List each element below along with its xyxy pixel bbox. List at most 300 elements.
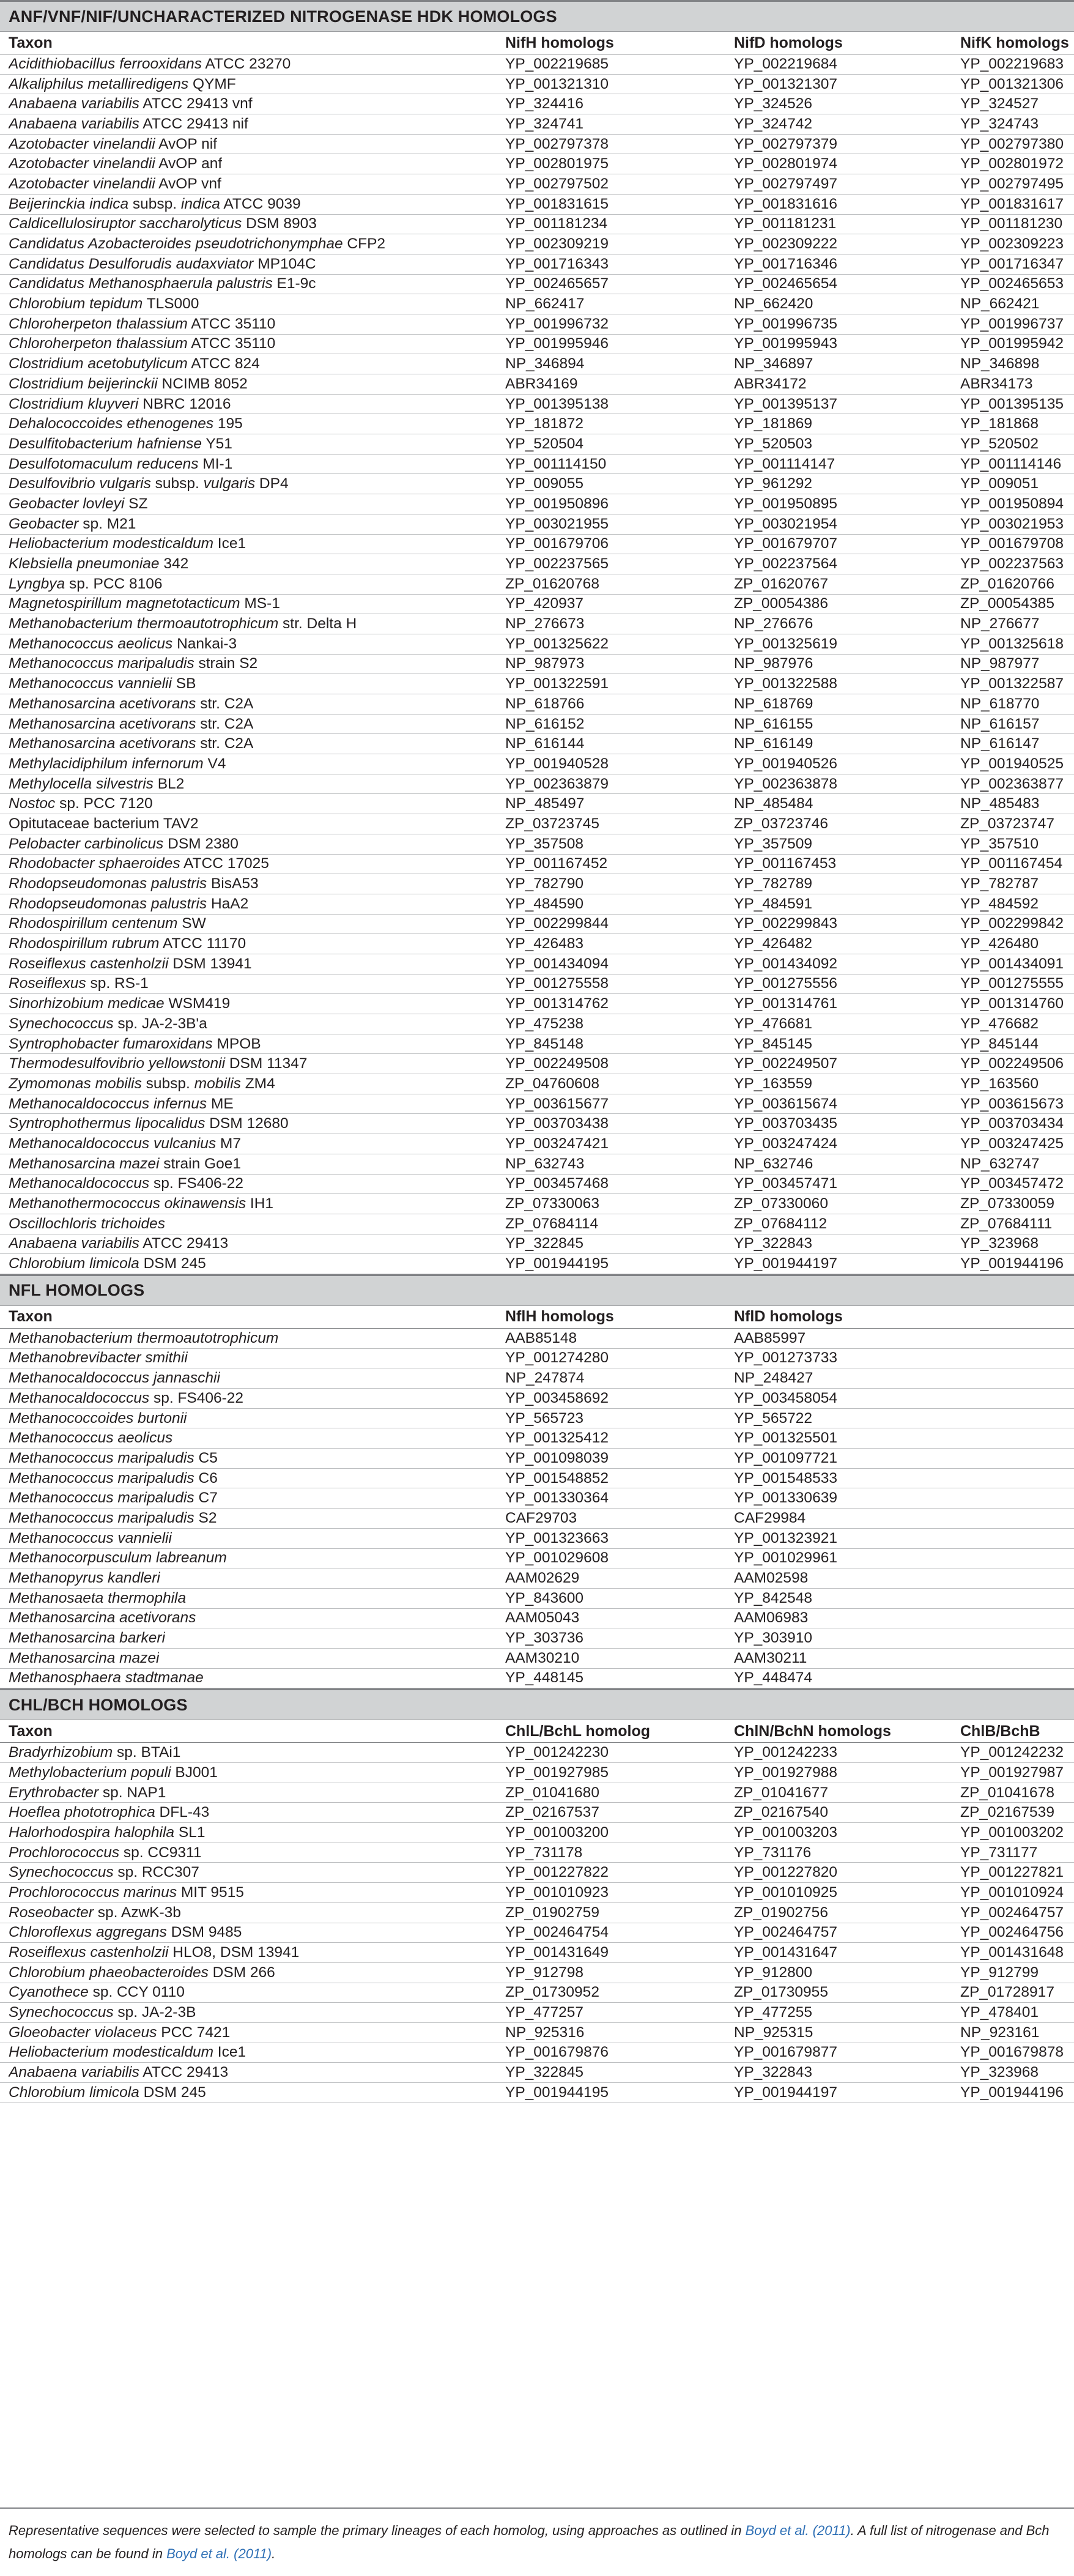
taxon-species-name: Methanocaldococcus	[9, 1175, 150, 1192]
taxon-strain: Opitutaceae bacterium TAV2	[9, 815, 199, 832]
accession-cell: AAB85148	[505, 1329, 577, 1346]
accession-cell: YP_002299842	[960, 915, 1064, 932]
taxon-species-name: Clostridium kluyveri	[9, 395, 139, 412]
accession-cell: YP_001679878	[960, 2044, 1064, 2061]
accession-cell: ZP_07684111	[960, 1215, 1053, 1232]
accession-cell: YP_001679708	[960, 535, 1064, 552]
taxon-cell	[9, 1884, 244, 1901]
table-row	[0, 1214, 1074, 1234]
accession-cell: YP_845148	[505, 1035, 584, 1052]
table-row	[0, 1669, 1074, 1689]
accession-cell: YP_484590	[505, 895, 584, 912]
taxon-cell	[9, 636, 237, 653]
accession-cell: YP_001029608	[505, 1550, 609, 1567]
taxon-species-name: Rhodospirillum centenum	[9, 915, 178, 932]
accession-cell: YP_003021955	[505, 515, 609, 532]
table-row	[0, 1923, 1074, 1943]
taxon-cell	[9, 975, 149, 992]
accession-cell: ZP_02167540	[734, 1804, 828, 1821]
table-row	[0, 1509, 1074, 1529]
table-row	[0, 1803, 1074, 1823]
taxon-strain: Ice1	[213, 535, 246, 552]
taxon-cell	[9, 1609, 196, 1627]
taxon-strain: sp. FS406-22	[149, 1175, 244, 1192]
accession-cell: ZP_01902759	[505, 1904, 599, 1921]
accession-cell: YP_001716343	[505, 255, 609, 272]
accession-cell: NP_923161	[960, 2024, 1040, 2041]
taxon-strain: DP4	[255, 475, 289, 492]
taxon-strain: 195	[213, 415, 243, 432]
table-row	[0, 535, 1074, 555]
taxon-species-name: Zymomonas mobilis	[9, 1075, 142, 1092]
taxon-species-name: Oscillochloris trichoides	[9, 1215, 165, 1232]
accession-cell: YP_484592	[960, 895, 1039, 912]
taxon-species-name: Syntrophobacter fumaroxidans	[9, 1035, 213, 1052]
taxon-species-name: Methanococcoides burtonii	[9, 1409, 187, 1427]
taxon-strain: sp. FS406-22	[149, 1389, 244, 1406]
accession-cell: YP_001679706	[505, 535, 609, 552]
accession-cell: YP_001434091	[960, 955, 1064, 972]
accession-cell: YP_303910	[734, 1630, 813, 1647]
taxon-strain: ATCC 29413	[139, 1235, 229, 1252]
taxon-cell	[9, 855, 269, 872]
accession-cell: YP_001010924	[960, 1884, 1064, 1901]
taxon-strain: sp. PCC 8106	[65, 575, 163, 592]
accession-cell: ABR34172	[734, 375, 807, 392]
taxon-strain: str. C2A	[196, 735, 254, 752]
table-row	[0, 1469, 1074, 1489]
taxon-species-name: Anabaena variabilis	[9, 2064, 139, 2081]
taxon-species-name: Methanosarcina acetivorans	[9, 695, 196, 712]
accession-cell: NP_618770	[960, 695, 1040, 712]
taxon-species-name: vulgaris	[203, 475, 256, 492]
table-row	[0, 814, 1074, 834]
taxon-strain: E1-9c	[272, 275, 316, 292]
accession-cell: YP_782790	[505, 875, 584, 893]
column-header: NifK homologs	[960, 34, 1069, 51]
accession-cell: YP_002219683	[960, 55, 1064, 72]
taxon-strain: sp. CC9311	[119, 1844, 202, 1861]
table-row	[0, 434, 1074, 455]
taxon-cell	[9, 1630, 165, 1647]
taxon-strain: V4	[203, 755, 226, 772]
taxon-strain: subsp.	[128, 195, 181, 212]
accession-cell: YP_001242232	[960, 1744, 1064, 1761]
taxon-cell	[9, 615, 357, 633]
accession-cell: YP_322843	[734, 2064, 813, 2081]
accession-cell: YP_003021954	[734, 515, 837, 532]
table-row	[0, 354, 1074, 374]
taxon-strain: sp. AzwK-3b	[93, 1904, 181, 1921]
accession-cell: YP_001275558	[505, 975, 609, 992]
table-row	[0, 1054, 1074, 1074]
taxon-strain: C7	[194, 1490, 218, 1507]
accession-cell: YP_009055	[505, 475, 584, 492]
accession-cell: YP_001181231	[734, 215, 837, 232]
accession-cell: YP_001010925	[734, 1884, 837, 1901]
accession-cell: YP_477255	[734, 2004, 813, 2021]
accession-cell: YP_002363878	[734, 775, 837, 792]
taxon-strain: DSM 8903	[242, 215, 317, 232]
accession-cell: YP_001242233	[734, 1744, 837, 1761]
accession-cell: YP_002465654	[734, 275, 837, 292]
table-row	[0, 1428, 1074, 1449]
taxon-species-name: Desulfotomaculum reducens	[9, 455, 199, 472]
accession-cell: YP_003021953	[960, 515, 1064, 532]
taxon-strain: str. C2A	[196, 695, 254, 712]
accession-cell: NP_662420	[734, 295, 813, 313]
taxon-species-name: Methanococcus vannielii	[9, 675, 172, 692]
accession-cell: NP_248427	[734, 1370, 813, 1387]
taxon-species-name: Anabaena variabilis	[9, 115, 139, 132]
taxon-strain: DSM 245	[139, 1255, 206, 1272]
table-row	[0, 1409, 1074, 1429]
accession-cell: YP_001548533	[734, 1469, 837, 1487]
accession-cell: ZP_00054386	[734, 595, 828, 612]
accession-cell: YP_001003202	[960, 1824, 1064, 1841]
table-row	[0, 135, 1074, 155]
accession-cell: YP_324526	[734, 95, 813, 113]
taxon-species-name: Methanococcus maripaludis	[9, 1509, 194, 1526]
footnote-ref-1[interactable]: Boyd et al. (2011)	[745, 2523, 851, 2538]
taxon-cell	[9, 1669, 204, 1687]
table-row	[0, 494, 1074, 514]
taxon-cell	[9, 475, 289, 492]
section-header: NFL HOMOLOGS	[0, 1274, 1074, 1306]
accession-cell: YP_001395135	[960, 395, 1064, 412]
taxon-cell	[9, 1904, 181, 1921]
taxon-strain: PCC 7421	[157, 2024, 231, 2041]
accession-cell: YP_001940528	[505, 755, 609, 772]
accession-cell: YP_001322587	[960, 675, 1064, 692]
table-row	[0, 1234, 1074, 1255]
taxon-species-name: Caldicellulosiruptor saccharolyticus	[9, 215, 242, 232]
taxon-species-name: indica	[180, 195, 220, 212]
accession-cell: YP_001330639	[734, 1490, 837, 1507]
accession-cell: YP_001242230	[505, 1744, 609, 1761]
accession-cell: YP_426480	[960, 935, 1039, 952]
table-row	[0, 1963, 1074, 1983]
footnote-ref-2[interactable]: Boyd et al. (2011)	[166, 2546, 272, 2561]
accession-cell: YP_912799	[960, 1964, 1039, 1981]
accession-cell: YP_002797380	[960, 135, 1064, 152]
taxon-strain: ATCC 23270	[201, 55, 291, 72]
accession-cell: YP_002219685	[505, 55, 609, 72]
taxon-cell	[9, 1550, 227, 1567]
accession-cell: ZP_02167537	[505, 1804, 599, 1821]
table-row	[0, 154, 1074, 174]
taxon-strain: DSM 2380	[163, 835, 239, 852]
table-row	[0, 1034, 1074, 1055]
accession-cell: YP_731176	[734, 1844, 812, 1861]
taxon-strain: str. Delta H	[278, 615, 357, 633]
accession-cell: YP_324741	[505, 115, 584, 132]
taxon-species-name: Methanococcus maripaludis	[9, 1490, 194, 1507]
accession-cell: NP_346897	[734, 355, 813, 373]
table-row	[0, 954, 1074, 974]
accession-cell: YP_323968	[960, 2064, 1039, 2081]
taxon-cell	[9, 1590, 186, 1607]
taxon-species-name: Methanothermococcus okinawensis	[9, 1195, 246, 1212]
taxon-species-name: Methanobrevibacter smithii	[9, 1349, 188, 1367]
accession-cell: YP_002249507	[734, 1055, 837, 1072]
table-row	[0, 314, 1074, 335]
taxon-species-name: Methanococcus vannielii	[9, 1529, 172, 1546]
accession-cell: YP_001321310	[505, 75, 609, 92]
table-row	[0, 874, 1074, 894]
table-row	[0, 754, 1074, 774]
accession-cell: YP_002464757	[734, 1924, 837, 1941]
accession-cell: YP_565722	[734, 1409, 813, 1427]
taxon-cell	[9, 875, 259, 893]
taxon-strain: AvOP anf	[155, 155, 223, 173]
taxon-species-name: Rhodospirillum rubrum	[9, 935, 160, 952]
accession-cell: YP_001227822	[505, 1864, 609, 1881]
accession-cell: NP_616147	[960, 735, 1040, 752]
taxon-cell	[9, 1964, 275, 1981]
table-row	[0, 114, 1074, 135]
taxon-cell	[9, 696, 253, 713]
accession-cell: YP_001944196	[960, 1255, 1064, 1272]
accession-cell: YP_001114146	[960, 455, 1062, 472]
table-row	[0, 1389, 1074, 1409]
taxon-cell	[9, 1195, 273, 1212]
table-row	[0, 1903, 1074, 1923]
accession-cell: AAM30211	[734, 1649, 807, 1666]
table-row	[0, 374, 1074, 395]
taxon-species-name: Desulfovibrio vulgaris	[9, 475, 151, 492]
accession-cell: YP_001716347	[960, 255, 1064, 272]
accession-cell: YP_001995942	[960, 335, 1064, 352]
table-row	[0, 974, 1074, 995]
taxon-strain: SW	[177, 915, 206, 932]
accession-cell: ZP_01730955	[734, 1984, 828, 2001]
taxon-cell	[9, 1235, 228, 1252]
accession-cell: YP_001548852	[505, 1469, 609, 1487]
taxon-cell	[9, 1824, 205, 1841]
taxon-cell	[9, 1924, 242, 1941]
accession-cell: YP_001716346	[734, 255, 837, 272]
table-row	[0, 1449, 1074, 1469]
taxon-species-name: Roseiflexus	[9, 975, 86, 992]
taxon-strain: sp. JA-2-3B'a	[113, 1015, 207, 1032]
accession-cell: YP_181868	[960, 415, 1039, 432]
accession-cell: YP_323968	[960, 1235, 1039, 1252]
accession-cell: YP_001181234	[505, 215, 608, 232]
taxon-species-name: Rhodopseudomonas palustris	[9, 895, 207, 912]
accession-cell: YP_001995946	[505, 335, 609, 352]
accession-cell: YP_001325618	[960, 635, 1064, 652]
taxon-strain: DSM 245	[139, 2084, 206, 2101]
accession-cell: YP_002797495	[960, 175, 1064, 192]
accession-cell: AAB85997	[734, 1329, 806, 1346]
accession-cell: YP_163560	[960, 1075, 1039, 1092]
accession-cell: YP_001029961	[734, 1550, 837, 1567]
accession-cell: YP_002464757	[960, 1904, 1064, 1921]
accession-cell: ZP_01041677	[734, 1784, 828, 1801]
accession-cell: YP_001167454	[960, 855, 1063, 872]
taxon-cell	[9, 1410, 187, 1427]
taxon-species-name: Desulfitobacterium hafniense	[9, 435, 202, 452]
taxon-species-name: Methanosarcina acetivorans	[9, 1609, 196, 1627]
accession-cell: YP_476682	[960, 1015, 1039, 1032]
taxon-species-name: Geobacter lovleyi	[9, 495, 125, 512]
table-row	[0, 614, 1074, 634]
accession-cell: YP_001314761	[734, 995, 837, 1012]
taxon-species-name: mobilis	[194, 1075, 241, 1092]
accession-cell: YP_001322591	[505, 675, 609, 692]
taxon-cell	[9, 1390, 243, 1407]
taxon-cell	[9, 436, 232, 453]
taxon-strain: NBRC 12016	[138, 395, 231, 412]
taxon-cell	[9, 1075, 275, 1093]
table-row	[0, 1743, 1074, 1763]
taxon-cell	[9, 196, 301, 213]
accession-cell: YP_357508	[505, 835, 584, 852]
accession-cell: NP_485483	[960, 795, 1040, 812]
accession-cell: YP_001831616	[734, 195, 837, 212]
table-row	[0, 674, 1074, 694]
accession-cell: YP_003703434	[960, 1115, 1064, 1132]
table-row	[0, 554, 1074, 574]
accession-cell: AAM05043	[505, 1609, 580, 1627]
taxon-species-name: Methylobacterium populi	[9, 1764, 171, 1781]
table-row	[0, 1154, 1074, 1175]
accession-cell: YP_002801975	[505, 155, 609, 173]
taxon-strain: SZ	[124, 495, 148, 512]
table-row	[0, 1649, 1074, 1669]
taxon-strain: SB	[171, 675, 196, 692]
column-header: Taxon	[9, 34, 53, 51]
accession-cell: NP_346898	[960, 355, 1040, 373]
accession-cell: YP_001679877	[734, 2044, 837, 2061]
table-row	[0, 1943, 1074, 1963]
taxon-cell	[9, 1135, 241, 1153]
taxon-cell	[9, 176, 221, 193]
taxon-cell	[9, 1096, 234, 1113]
accession-cell: YP_181872	[505, 415, 584, 432]
accession-cell: ZP_01902756	[734, 1904, 828, 1921]
table-row	[0, 1349, 1074, 1369]
accession-cell: ZP_04760608	[505, 1075, 599, 1092]
taxon-species-name: Clostridium beijerinckii	[9, 375, 158, 392]
taxon-species-name: Synechococcus	[9, 2004, 114, 2021]
taxon-cell	[9, 1115, 289, 1132]
taxon-species-name: Pelobacter carbinolicus	[9, 835, 164, 852]
table-row	[0, 1194, 1074, 1214]
accession-cell: YP_001940526	[734, 755, 837, 772]
taxon-cell	[9, 95, 253, 113]
accession-cell: NP_662421	[960, 295, 1040, 313]
column-header-row	[0, 1306, 1074, 1329]
accession-cell: YP_002797378	[505, 135, 609, 152]
taxon-strain: sp. JA-2-3B	[113, 2004, 196, 2021]
accession-cell: YP_003615674	[734, 1095, 837, 1112]
accession-cell: NP_276677	[960, 615, 1040, 633]
accession-cell: ZP_01041680	[505, 1784, 599, 1801]
taxon-species-name: Methanobacterium thermoautotrophicum	[9, 1329, 279, 1346]
accession-cell: YP_002309222	[734, 236, 837, 253]
column-header: NflH homologs	[505, 1308, 614, 1326]
accession-cell: NP_632747	[960, 1155, 1040, 1172]
accession-cell: YP_003703435	[734, 1115, 837, 1132]
accession-cell: NP_632746	[734, 1155, 813, 1172]
accession-cell: YP_322845	[505, 1235, 584, 1252]
taxon-strain: IH1	[246, 1195, 274, 1212]
taxon-strain: DFL-43	[155, 1804, 210, 1821]
taxon-cell	[9, 516, 136, 533]
taxon-strain: Y51	[201, 435, 232, 452]
taxon-cell	[9, 116, 248, 133]
accession-cell: YP_001167452	[505, 855, 608, 872]
accession-cell: YP_002237564	[734, 555, 837, 573]
accession-cell: NP_616155	[734, 715, 813, 732]
table-row	[0, 174, 1074, 195]
taxon-cell	[9, 355, 260, 373]
taxon-species-name: Halorhodospira halophila	[9, 1824, 175, 1841]
accession-cell: YP_001927987	[960, 1764, 1064, 1781]
taxon-species-name: Roseiflexus castenholzii	[9, 955, 169, 972]
table-row	[0, 215, 1074, 235]
taxon-cell	[9, 1764, 218, 1781]
accession-cell: ZP_01620766	[960, 575, 1054, 592]
taxon-species-name: Klebsiella pneumoniae	[9, 555, 160, 573]
accession-cell: ZP_07330060	[734, 1195, 828, 1212]
accession-cell: YP_001330364	[505, 1490, 609, 1507]
taxon-species-name: Methanosarcina acetivorans	[9, 715, 196, 732]
table-row	[0, 1175, 1074, 1195]
taxon-species-name: Clostridium acetobutylicum	[9, 355, 188, 373]
taxon-cell	[9, 1470, 218, 1487]
taxon-cell	[9, 335, 275, 352]
taxon-species-name: Heliobacterium modesticaldum	[9, 535, 213, 552]
accession-cell: YP_001273733	[734, 1349, 837, 1367]
table-row	[0, 1783, 1074, 1803]
accession-cell: YP_001996737	[960, 315, 1064, 332]
taxon-species-name: Methanococcus maripaludis	[9, 655, 194, 672]
table-row	[0, 1863, 1074, 1883]
table-row	[0, 1568, 1074, 1589]
accession-cell: ZP_02167539	[960, 1804, 1054, 1821]
accession-cell: YP_001679707	[734, 535, 837, 552]
taxon-strain: strain Goe1	[159, 1155, 241, 1172]
accession-cell: YP_565723	[505, 1409, 584, 1427]
accession-cell: YP_002219684	[734, 55, 837, 72]
taxon-cell	[9, 1570, 160, 1587]
taxon-strain: MI-1	[198, 455, 233, 472]
taxon-species-name: Candidatus Azobacteroides pseudotrichonymphae	[9, 236, 343, 253]
taxon-species-name: Prochlorococcus	[9, 1844, 120, 1861]
accession-cell: YP_520503	[734, 435, 813, 452]
taxon-strain: Nankai-3	[172, 635, 237, 652]
accession-cell: YP_003615677	[505, 1095, 609, 1112]
accession-cell: YP_303736	[505, 1630, 584, 1647]
accession-cell: YP_843600	[505, 1589, 584, 1606]
accession-cell: YP_731178	[505, 1844, 583, 1861]
table-row	[0, 75, 1074, 95]
accession-cell: ZP_07330063	[505, 1195, 599, 1212]
accession-cell: YP_002797497	[734, 175, 837, 192]
taxon-species-name: Prochlorococcus marinus	[9, 1884, 177, 1901]
accession-cell: ZP_01728917	[960, 1984, 1054, 2001]
taxon-cell	[9, 1530, 172, 1547]
accession-cell: YP_520504	[505, 435, 584, 452]
taxon-species-name: Methanocaldococcus vulcanius	[9, 1135, 217, 1152]
section-header: CHL/BCH HOMOLOGS	[0, 1688, 1074, 1720]
taxon-species-name: Methylacidiphilum infernorum	[9, 755, 204, 772]
taxon-strain: BL2	[153, 775, 185, 792]
accession-cell: YP_002249506	[960, 1055, 1064, 1072]
